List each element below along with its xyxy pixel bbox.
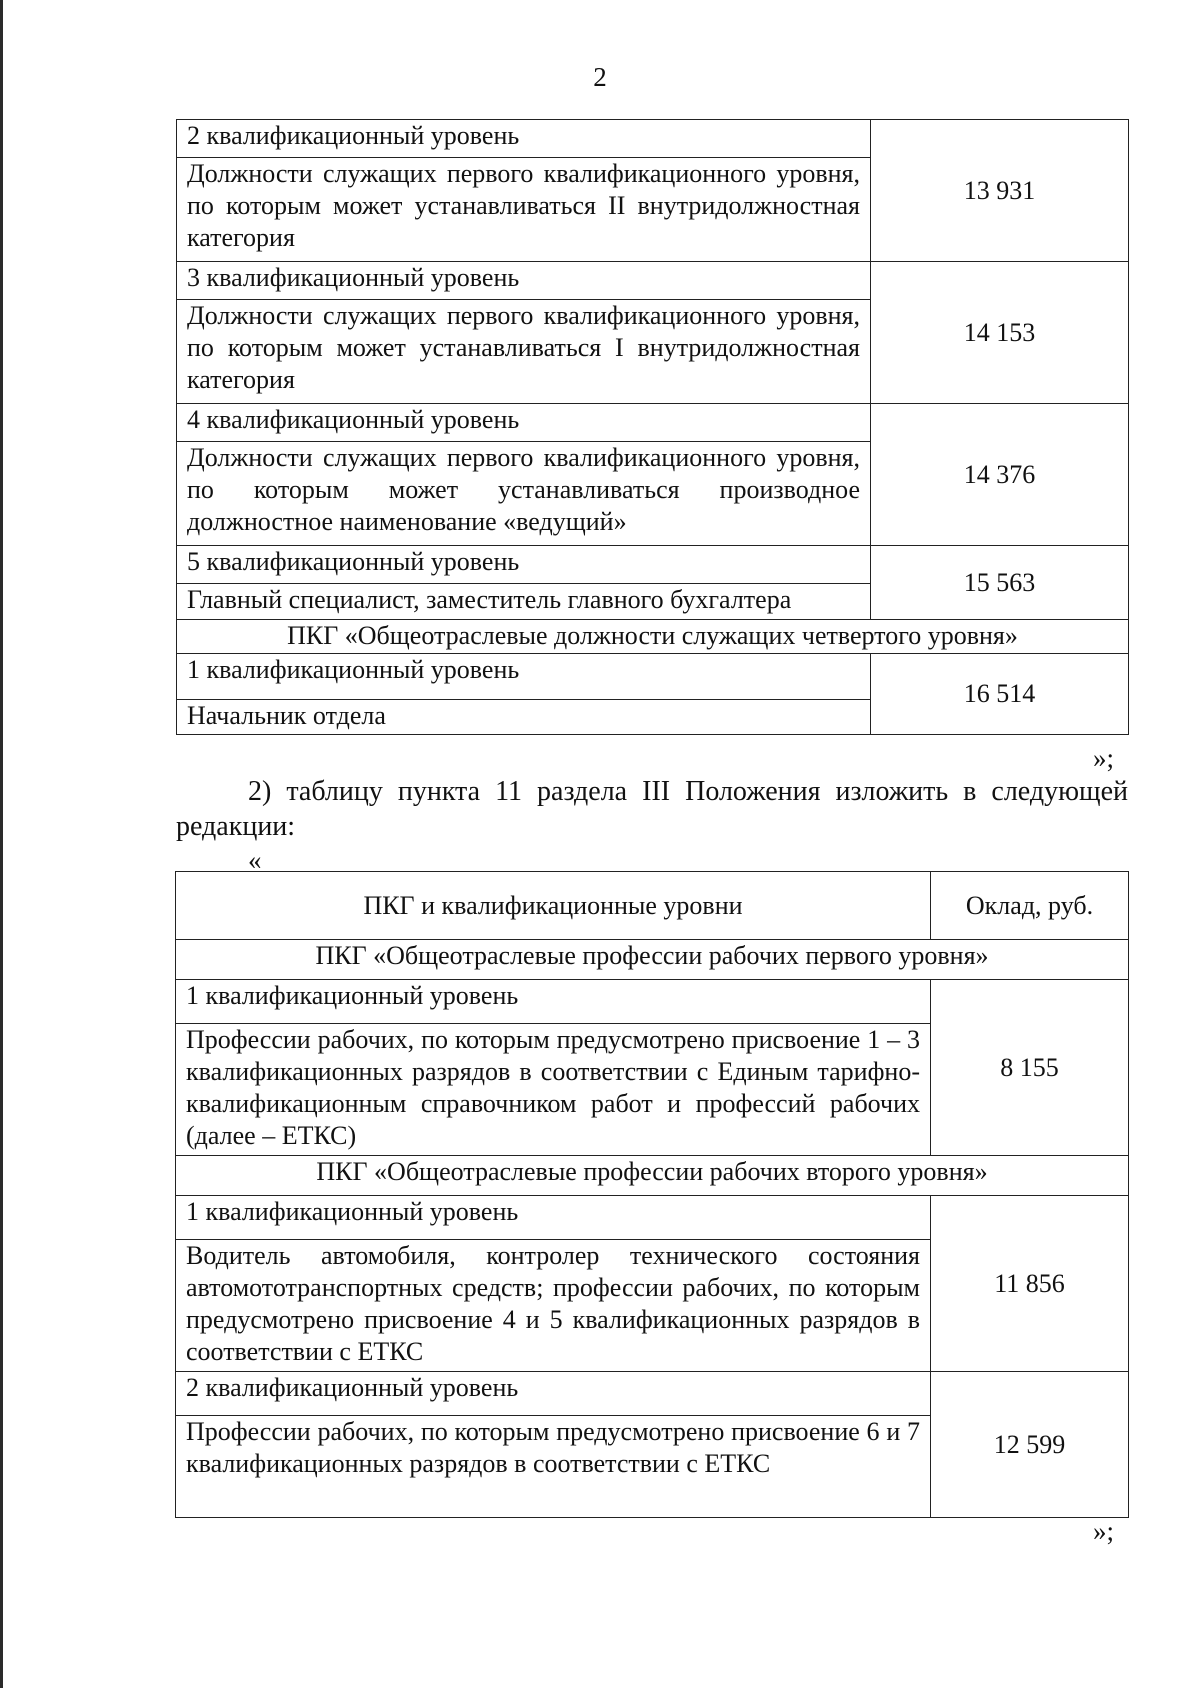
level-cell: 3 квалификационный уровень: [177, 262, 871, 300]
opening-quote: «: [248, 845, 262, 875]
description-cell: Должности служащих первого квалификационного уровня, по которым может устанавливаться II внутридолжностная категория: [177, 158, 871, 262]
salary-table-workers: [175, 871, 1129, 1518]
group-heading: ПКГ «Общеотраслевые профессии рабочих второго уровня»: [176, 1156, 1129, 1196]
description-cell: Начальник отдела: [177, 700, 871, 735]
salary-cell: 16 514: [871, 654, 1129, 735]
salary-cell: 15 563: [871, 546, 1129, 620]
description-cell: Профессии рабочих, по которым предусмотрено присвоение 1 – 3 квалификационных разрядов в соответствии с Единым тарифно-квалификационным справочником работ и профессий рабочих (далее – ЕТКС): [176, 1024, 931, 1156]
salary-cell: 12 599: [931, 1372, 1129, 1518]
level-cell: 2 квалификационный уровень: [176, 1372, 931, 1416]
level-cell: 5 квалификационный уровень: [177, 546, 871, 584]
group-heading: ПКГ «Общеотраслевые должности служащих четвертого уровня»: [177, 620, 1129, 654]
level-cell: 1 квалификационный уровень: [177, 654, 871, 700]
description-cell: Водитель автомобиля, контролер технического состояния автомототранспортных средств; профессии рабочих, по которым предусмотрено присвоение 4 и 5 квалификационных разрядов в соответствии с ЕТКС: [176, 1240, 931, 1372]
level-cell: 1 квалификационный уровень: [176, 1196, 931, 1240]
salary-cell: 14 376: [871, 404, 1129, 546]
amendment-paragraph: 2) таблицу пункта 11 раздела III Положения изложить в следующей редакции:: [176, 776, 1128, 842]
salary-cell: 8 155: [931, 980, 1129, 1156]
column-header-groups: ПКГ и квалификационные уровни: [176, 872, 931, 940]
salary-cell: 14 153: [871, 262, 1129, 404]
description-cell: Должности служащих первого квалификационного уровня, по которым может устанавливаться I внутридолжностная категория: [177, 300, 871, 404]
level-cell: 4 квалификационный уровень: [177, 404, 871, 442]
salary-table-continued: [176, 119, 1129, 735]
description-cell: Главный специалист, заместитель главного бухгалтера: [177, 584, 871, 620]
salary-cell: 11 856: [931, 1196, 1129, 1372]
column-header-salary: Оклад, руб.: [931, 872, 1129, 940]
closing-quote: »;: [1093, 1516, 1115, 1546]
level-cell: 1 квалификационный уровень: [176, 980, 931, 1024]
closing-quote: »;: [1093, 743, 1115, 773]
page-number: 2: [593, 62, 607, 92]
group-heading: ПКГ «Общеотраслевые профессии рабочих первого уровня»: [176, 940, 1129, 980]
level-cell: 2 квалификационный уровень: [177, 120, 871, 158]
scan-edge-line: [0, 0, 3, 1688]
description-cell: Должности служащих первого квалификационного уровня, по которым может устанавливаться производное должностное наименование «ведущий»: [177, 442, 871, 546]
salary-cell: 13 931: [871, 120, 1129, 262]
description-cell: Профессии рабочих, по которым предусмотрено присвоение 6 и 7 квалификационных разрядов в соответствии с ЕТКС: [176, 1416, 931, 1518]
